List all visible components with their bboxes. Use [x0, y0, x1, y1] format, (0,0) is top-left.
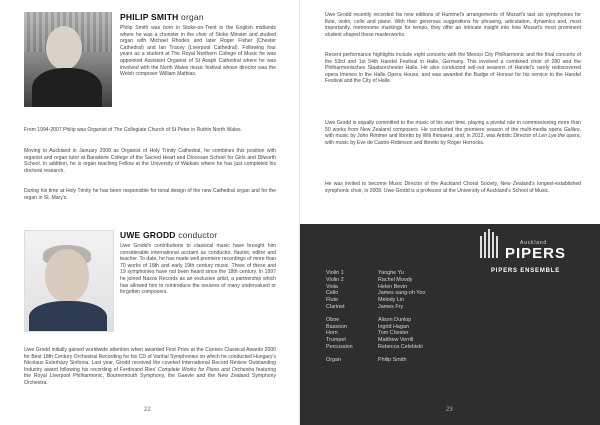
player-name: Rachel Moody — [378, 276, 413, 283]
player-name: Matthew Verrill — [378, 337, 414, 344]
uwe-bio-para1: Uwe Grodd's contributions to classical music have brought him considerable international acclaim as conductor, flautist, editor and teacher. To date, he has made well premiere recordings of more than 70 works of 18th and early 19th century music. Three of these and 19 symphonies have not been heard since the 18th century. In 1997 he joined Naxos Records as an exclusive artist, a partnership which has allowed him to reintroduce the oeuvres of many undervalued or forgotten composers. — [120, 243, 276, 296]
uwe-grodd-role: conductor — [178, 230, 218, 240]
uwe-grodd-photo — [24, 230, 114, 332]
instrument-label: Trumpet — [326, 337, 346, 344]
page-number-right: 23 — [446, 407, 453, 413]
instrument-label: Horn — [326, 330, 338, 337]
logo-subtitle: Auckland — [520, 240, 547, 246]
uwe-bio-para4: Recent performance highlights include eight concerts with the Mexico City Philharmonic and the final concerts of the 53rd and 1st 54th Handel Festival in Halle, Germany. This involved a combined choir of 280 and the Philharmonisches Staatsorchester Halle. He also conducted sell-out seasons of Handel's rarely rediscovered opera Imeneo in the Halle Opera House, and was awarded the Badge of Honour for his service to the Handel Festival and the City of Halle. — [325, 52, 581, 85]
philip-bio-para3: Moving to Auckland in January 2008 as Organist of Holy Trinity Cathedral, he combines this position with organist and organ tutor at Baradene College of the Sacred Heart and Diocesan School for Girls and Dilworth School. In addition, he is organ teaching Fellow at the University of Waikato where he has just completed his doctoral research. — [24, 148, 276, 174]
uwe-recording-title: Complete Works for Piano and Orchestra — [158, 366, 255, 373]
philip-smith-role: organ — [181, 12, 204, 22]
uwe-bio-para6: He was invited to become Music Director of the Auckland Choral Society, New Zealand's longest-established symphonic choir, in 2008. Uwe Grodd is a professor at the University of Auckland's School of Music. — [325, 181, 581, 194]
uwe-grodd-heading — [120, 230, 217, 240]
philip-smith-photo — [24, 12, 112, 107]
philip-smith-name: PHILIP SMITH — [120, 12, 179, 22]
uwe-bio-para5: Uwe Grodd is equally committed to the music of his own time, playing a pivotal role in commissioning more than 50 works from New Zealand composers. He conducted the premiere season of the multi-media opera Galileo, with music by John Rimmer and libretto by Witi Ihimaera, and, in 2012, was Artistic Director of Len Lye the opera, with music by Eve de Castro-Robinson and libretto by Roger Horrocks. — [325, 120, 581, 146]
philip-bio-para1: Philip Smith was born in Stoke-on-Trent in the English midlands where he was a chorister in the choir of Stoke Minster and studied organ with Michael Rhodes and later Roger Fisher (Chester Cathedral) and Ian Tracey (Liverpool Cathedral). Following four years as a student at The Royal Northern College of Music he was appointed Assistant Organist of St Asaph Cathedral where he was involved with the North Wales music festival whose director was the Welsh composer William Mathias. — [120, 25, 276, 78]
instrument-label: Percussion — [326, 343, 353, 350]
player-name: Helen Bevin — [378, 283, 408, 290]
philip-bio-para2: From 1994-2007 Philip was Organist of The Collegiate Church of St Peter in Ruthin North Wales. — [24, 127, 243, 133]
instrument-label: Clarinet — [326, 303, 345, 310]
player-name: Ingrid Hagan — [378, 323, 409, 330]
philip-bio-para4: During his time at Holy Trinity he has been responsible for tonal design of the new Cathedral organ and for the organ in St. Mary's. — [24, 188, 276, 201]
uwe-grodd-name: UWE GRODD — [120, 230, 176, 240]
page-number-left: 22 — [144, 407, 151, 413]
player-name: Alison Dunlop — [378, 316, 412, 323]
roster-instruments — [326, 270, 353, 364]
instrument-label: Violin 1 — [326, 270, 344, 276]
player-name: Yanghe Yu — [378, 270, 404, 276]
philip-smith-heading — [120, 12, 204, 22]
instrument-label: Violin 2 — [326, 276, 344, 283]
player-name: Rebecca Celebiski — [378, 343, 423, 350]
roster-players — [378, 270, 425, 364]
player-name: Philip Smith — [378, 356, 407, 363]
player-name: James sang-oh Yoo — [378, 290, 426, 297]
uwe-bio-para2: Uwe Grodd initially gained worldwide attention when awarded First Prize at the Cannes Classical Awards 2000 for Best 18th Century Orchestral Recording for his CD of Vanhal Symphonies on which he conducted Hungary's Nicolaus Esterházy Sinfonia. Last year, Grodd received the coveted International Record Review Outstanding Industry award following his recording of Ferdinand Ries' Complete Works for Piano and Orchestra featuring the Royal Liverpool Philharmonic, Bournemouth Symphony, the Gaevle and the New Zealand Symphony Orchestra. — [24, 347, 276, 386]
instrument-label: Bassoon — [326, 323, 347, 330]
instrument-label: Cello — [326, 290, 339, 297]
instrument-label: Oboe — [326, 316, 340, 323]
uwe-bio-para3: Uwe Grodd recently recorded his new editions of Hummel's arrangements of Mozart's last six symphonies for flute, violin, cello and piano. With their generous suggestions for phrasing, articulation, dynamics and, most importantly, metronome markings for tempo, they offer an intricate insight into how Mozart's most prominent student shaped these masterworks. — [325, 12, 581, 38]
player-name: Melody Lin — [378, 297, 405, 304]
ensemble-title: PIPERS ENSEMBLE — [491, 268, 561, 274]
instrument-label: Organ — [326, 356, 341, 363]
instrument-label: Flute — [326, 297, 338, 304]
player-name: Tom Chester — [378, 330, 409, 337]
player-name: James Fry — [378, 303, 404, 310]
instrument-label: Viola — [326, 283, 338, 290]
pipers-logo-text: PIPERS — [505, 245, 567, 262]
